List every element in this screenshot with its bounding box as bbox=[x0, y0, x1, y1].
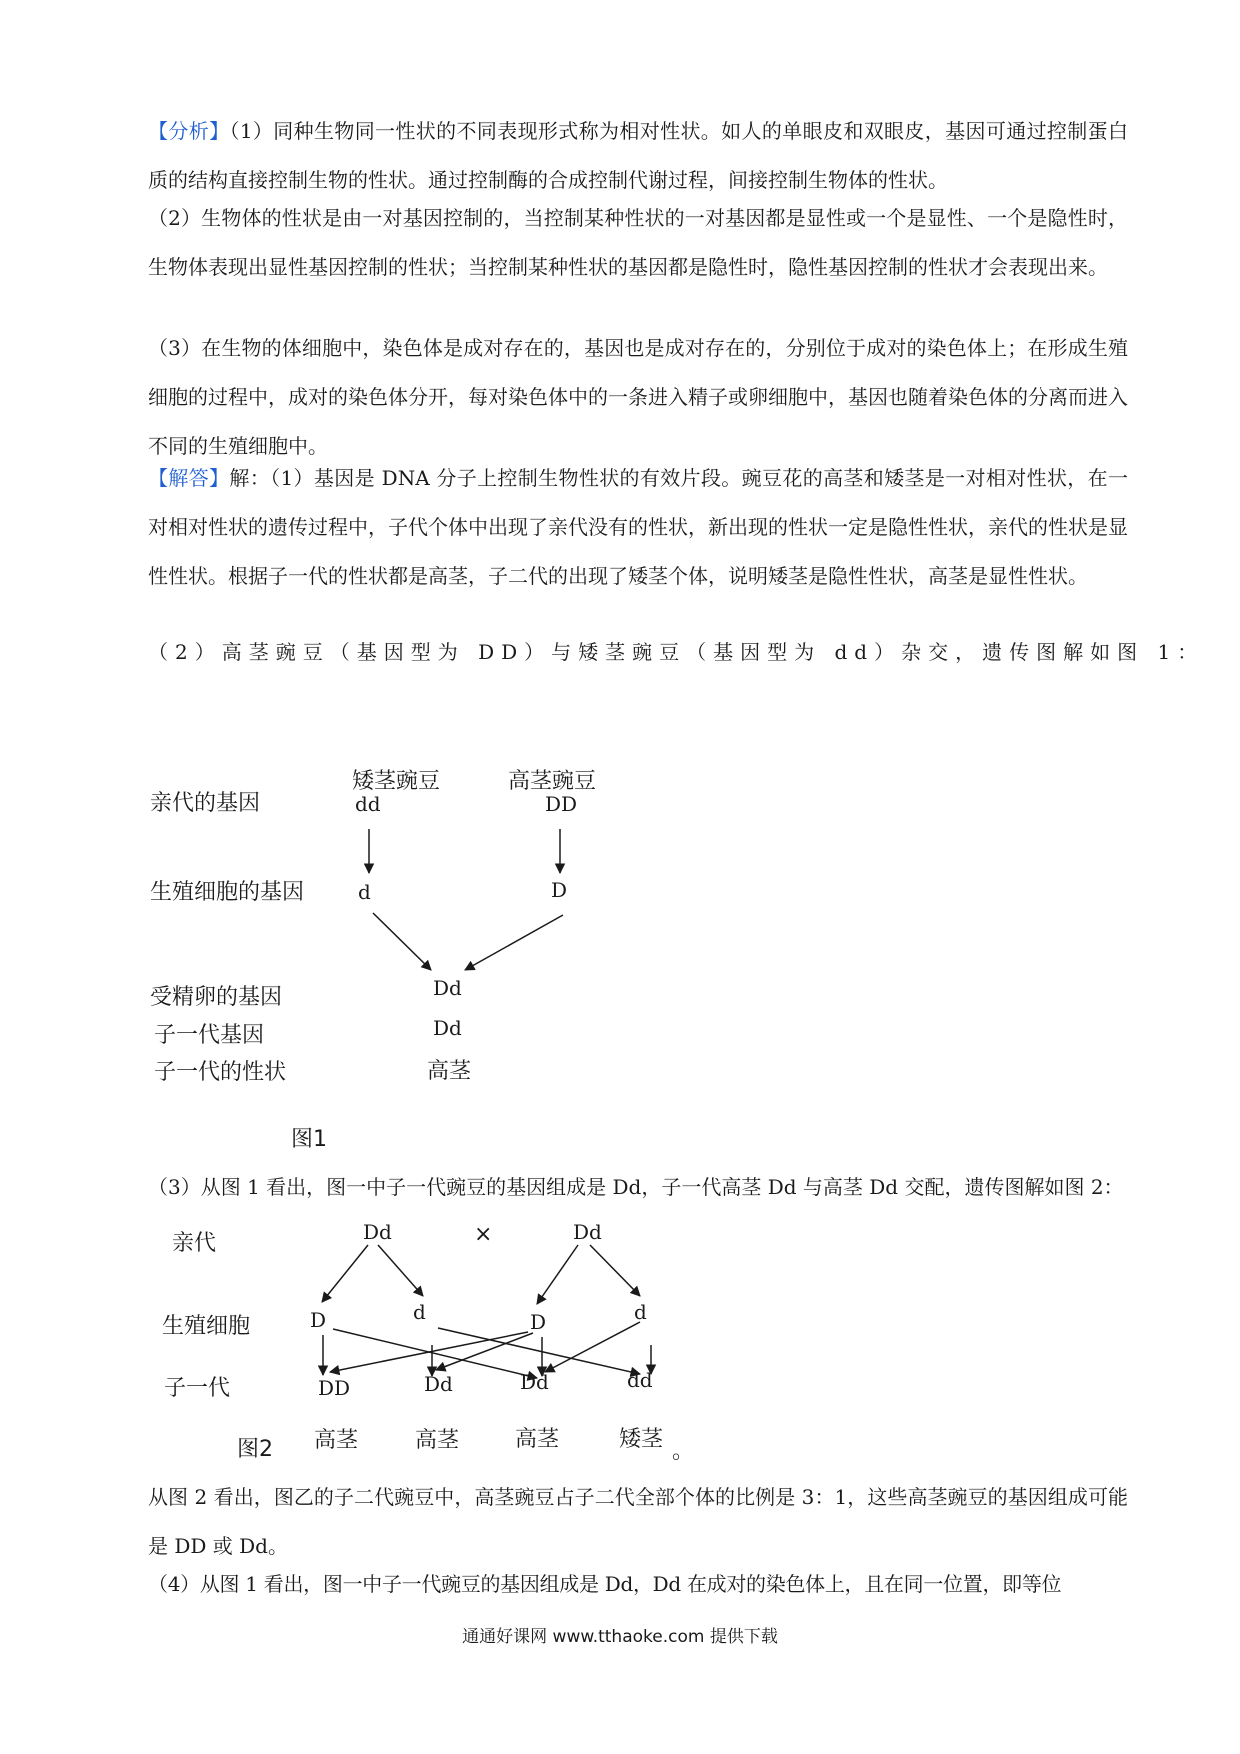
fig2-trait-2: 高茎 bbox=[415, 1428, 460, 1453]
fig1-row-f1-gene-label: 子一代基因 bbox=[154, 1023, 265, 1048]
fig2-offspring-2: Dd bbox=[424, 1372, 453, 1396]
fig2-offspring-1: DD bbox=[318, 1376, 351, 1400]
fig2-cross-symbol: × bbox=[474, 1222, 493, 1247]
fig1-f1-gene: Dd bbox=[433, 1016, 462, 1040]
fig2-row-gamete-label: 生殖细胞 bbox=[162, 1314, 251, 1339]
fig1-zygote-gene: Dd bbox=[433, 976, 462, 1000]
fig2-arrow-p1-g2 bbox=[378, 1245, 423, 1296]
fig2-gamete-3: D bbox=[530, 1310, 547, 1334]
fig2-arrow-p2-g4 bbox=[590, 1245, 640, 1296]
answer-paragraph-4: 从图 2 看出，图乙的子二代豌豆中，高茎豌豆占子二代全部个体的比例是 3：1，这些高茎豌豆的基因组成可能是 DD 或 Dd。 bbox=[148, 1485, 1128, 1558]
fig2-arrow-p1-g1 bbox=[322, 1245, 368, 1302]
fig2-offspring-4: dd bbox=[627, 1368, 653, 1392]
answer-paragraph-2: （2）高茎豌豆（基因型为 DD）与矮茎豌豆（基因型为 dd）杂交，遗传图解如图 1： bbox=[148, 640, 1205, 664]
fig2-caption: 图2 bbox=[237, 1437, 273, 1462]
fig2-trait-4: 矮茎 bbox=[619, 1427, 664, 1452]
answer-paragraph-3: （3）从图 1 看出，图一中子一代豌豆的基因组成是 Dd，子一代高茎 Dd 与高茎 Dd 交配，遗传图解如图 2： bbox=[148, 1175, 1124, 1199]
fig1-arrow-right-to-zygote bbox=[465, 915, 563, 970]
fig2-gamete-4: d bbox=[634, 1300, 647, 1324]
fig1-row-gamete-label: 生殖细胞的基因 bbox=[150, 880, 305, 905]
answer-text-1: 解：（1）基因是 DNA 分子上控制生物性状的有效片段。豌豆花的高茎和矮茎是一对相对性状，在一对相对性状的遗传过程中，子代个体中出现了亲代没有的性状，新出现的性状一定是隐性性状，亲代的性状是显性性状。根据子一代的性状都是高茎，子二代的出现了矮茎个体，说明矮茎是隐性性状，高茎是显性性状。 bbox=[148, 466, 1129, 588]
fig2-gamete-2: d bbox=[413, 1300, 426, 1324]
fig2-offspring-3: Dd bbox=[520, 1370, 549, 1394]
analysis-paragraph-3: （3）在生物的体细胞中，染色体是成对存在的，基因也是成对存在的，分别位于成对的染色体上；在形成生殖细胞的过程中，成对的染色体分开，每对染色体中的一条进入精子或卵细胞中，基因也随着染色体的分离而进入不同的生殖细胞中。 bbox=[148, 336, 1128, 458]
answer-tag: 【解答】 bbox=[148, 466, 230, 490]
analysis-paragraph-2: （2）生物体的性状是由一对基因控制的，当控制某种性状的一对基因都是显性或一个是显性、一个是隐性时，生物体表现出显性基因控制的性状；当控制某种性状的基因都是隐性时，隐性基因控制的性状才会表现出来。 bbox=[148, 206, 1128, 279]
fig2-parent-left: Dd bbox=[363, 1220, 392, 1244]
fig2-row-parent-label: 亲代 bbox=[172, 1231, 217, 1256]
fig1-left-gamete: d bbox=[358, 880, 371, 904]
fig2-arrow-p2-g3 bbox=[537, 1245, 578, 1304]
fig1-f1-trait: 高茎 bbox=[427, 1059, 472, 1084]
fig1-right-parent-gene: DD bbox=[545, 792, 578, 816]
fig1-caption: 图1 bbox=[291, 1127, 327, 1152]
fig1-right-parent-name: 高茎豌豆 bbox=[508, 769, 597, 794]
fig1-left-parent-name: 矮茎豌豆 bbox=[352, 769, 441, 794]
page-footer: 通通好课网 www.tthaoke.com 提供下载 bbox=[462, 1627, 778, 1647]
fig1-row-zygote-label: 受精卵的基因 bbox=[150, 985, 283, 1010]
fig2-trait-1: 高茎 bbox=[314, 1428, 359, 1453]
fig2-arrow-g2-o4 bbox=[438, 1328, 640, 1374]
fig2-gamete-1: D bbox=[310, 1308, 327, 1332]
analysis-tag: 【分析】 bbox=[148, 119, 230, 143]
fig1-arrow-left-to-zygote bbox=[373, 913, 431, 970]
fig1-row-f1-trait-label: 子一代的性状 bbox=[154, 1060, 287, 1085]
fig2-row-offspring-label: 子一代 bbox=[164, 1376, 231, 1401]
analysis-text-1: （1）同种生物同一性状的不同表现形式称为相对性状。如人的单眼皮和双眼皮，基因可通过控制蛋白质的结构直接控制生物的性状。通过控制酶的合成控制代谢过程，间接控制生物体的性状。 bbox=[148, 119, 1129, 192]
fig1-right-gamete: D bbox=[551, 878, 568, 902]
fig2-arrow-g4-o3 bbox=[545, 1322, 640, 1372]
fig2-trait-3: 高茎 bbox=[515, 1427, 560, 1452]
answer-paragraph-5: （4）从图 1 看出，图一中子一代豌豆的基因组成是 Dd，Dd 在成对的染色体上，且在同一位置，即等位 bbox=[148, 1572, 1062, 1596]
fig2-parent-right: Dd bbox=[573, 1220, 602, 1244]
fig1-row-parent-label: 亲代的基因 bbox=[150, 791, 261, 816]
fig1-left-parent-gene: dd bbox=[355, 792, 381, 816]
fig2-end-mark: 。 bbox=[672, 1439, 695, 1464]
